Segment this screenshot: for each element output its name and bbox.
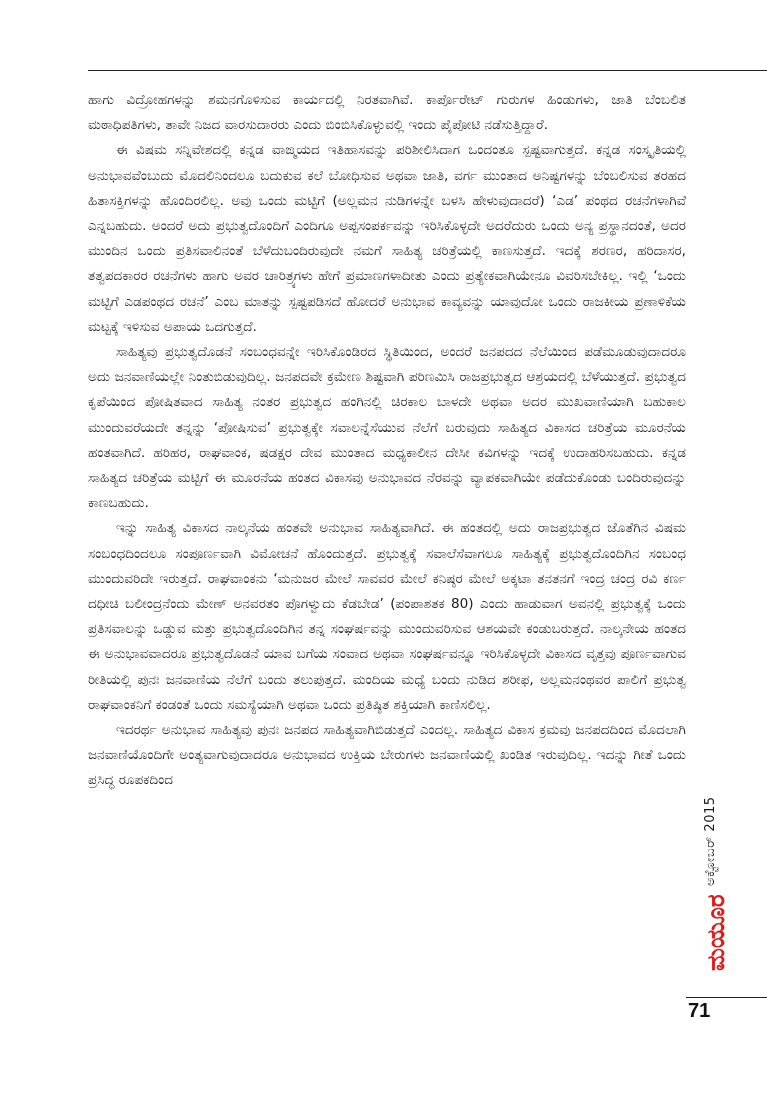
paragraph: ಇನ್ನು ಸಾಹಿತ್ಯ ವಿಕಾಸದ ನಾಲ್ಕನೆಯ ಹಂತವೇ ಅನುಭಾವ ಸಾಹಿತ್ಯವಾಗಿದೆ. ಈ ಹಂತದಲ್ಲಿ ಅದು ರಾಜಪ್ರಭುತ್ವದ ಜೊತೆಗಿನ ವಿಷಮ ಸಂಬಂಧದಿಂದಲೂ ಸಂಪೂರ್ಣವಾಗಿ ವಿಮೋಚನೆ ಹೊಂದುತ್ತದೆ. ಪ್ರಭುತ್ವಕ್ಕೆ ಸವಾಲೆಸೆವಾಗಲೂ ಸಾಹಿತ್ಯಕ್ಕೆ ಪ್ರಭುತ್ವದೊಂದಿಗಿನ ಸಂಬಂಧ ಮುಂದುವರಿದೇ ಇರುತ್ತದೆ. ರಾಘವಾಂಕನು ‘ಮನುಜರ ಮೇಲೆ ಸಾವವರ ಮೇಲೆ ಕನಿಷ್ಠರ ಮೇಲೆ ಅಕ್ಕಟಾ ತನತನಗೆ ಇಂದ್ರ ಚಂದ್ರ ರವಿ ಕರ್ಣ ದಧೀಚಿ ಬಲೀಂದ್ರನೆಂದು ಮೇಣ್ ಅನವರತಂ ಪೊಗಳ್ವುದು ಕೆಡಬೇಡ’ (ಪಂಪಾಶತಕ 80) ಎಂದು ಹಾಡುವಾಗ ಅವನಲ್ಲಿ ಪ್ರಭುತ್ವಕ್ಕೆ ಒಂದು ಪ್ರತಿಸವಾಲನ್ನು ಒಡ್ಡುವ ಮತ್ತು ಪ್ರಭುತ್ವದೊಂದಿಗಿನ ತನ್ನ ಸಂಘರ್ಷವನ್ನು ಮುಂದುವರಿಸುವ ಆಶಯವೇ ಕಂಡುಬರುತ್ತದೆ. ನಾಲ್ಕನೇಯ ಹಂತದ ಈ ಅನುಭಾವವಾದರೂ ಪ್ರಭುತ್ವದೊಡನೆ ಯಾವ ಬಗೆಯ ಸಂವಾದ ಅಥವಾ ಸಂಘರ್ಷವನ್ನೂ ಇರಿಸಿಕೊಳ್ಳದೇ ವಿಕಾಸದ ವೃತ್ತವು ಪೂರ್ಣವಾಗುವ ರೀತಿಯಲ್ಲಿ ಪುನಃ ಜನವಾಣಿಯ ನೆಲೆಗೆ ಬಂದು ತಲುಪುತ್ತದೆ. ಮಂದಿಯ ಮಧ್ಯೆ ಬಂದು ನುಡಿದ ಶರೀಫ, ಅಲ್ಲಮನಂಥವರ ಪಾಲಿಗೆ ಪ್ರಭುತ್ವ ರಾಘವಾಂಕನಿಗೆ ಕಂಡಂತೆ ಒಂದು ಸಮಸ್ಯೆಯಾಗಿ ಅಥವಾ ಒಂದು ಪ್ರತಿಷ್ಠಿತ ಶಕ್ತಿಯಾಗಿ ಕಾಣಿಸಲಿಲ್ಲ.: [88, 520, 686, 713]
paragraph: ಸಾಹಿತ್ಯವು ಪ್ರಭುತ್ವದೊಡನೆ ಸಂಬಂಧವನ್ನೇ ಇರಿಸಿಕೊಂಡಿರದ ಸ್ಥಿತಿಯಿಂದ, ಅಂದರೆ ಜನಪದದ ನೆಲೆಯಿಂದ ಪಡೆಮೂಡುವುದಾದರೂ ಅದು ಜನವಾಣಿಯಲ್ಲೇ ನಿಂತುಬಿಡುವುದಿಲ್ಲ. ಜನಪದವೇ ಕ್ರಮೇಣ ಶಿಷ್ಟವಾಗಿ ಪರಿಣಮಿಸಿ ರಾಜಪ್ರಭುತ್ವದ ಆಶ್ರಯದಲ್ಲಿ ಬೆಳೆಯುತ್ತದೆ. ಪ್ರಭುತ್ವದ ಕೃಪೆಯಿಂದ ಪೋಷಿತವಾದ ಸಾಹಿತ್ಯ ನಂತರ ಪ್ರಭುತ್ವದ ಹಂಗಿನಲ್ಲಿ ಚಿರಕಾಲ ಬಾಳದೇ ಅಥವಾ ಅದರ ಮುಖವಾಣಿಯಾಗಿ ಬಹುಕಾಲ ಮುಂದುವರೆಯದೇ ತನ್ನನ್ನು ‘ಪೋಷಿಸುವ’ ಪ್ರಭುತ್ವಕ್ಕೇ ಸವಾಲನ್ನೆಸೆಯುವ ನೆಲೆಗೆ ಬರುವುದು ಸಾಹಿತ್ಯದ ವಿಕಾಸದ ಚರಿತ್ರೆಯ ಮೂರನೆಯ ಹಂತವಾಗಿದೆ. ಹರಿಹರ, ರಾಘವಾಂಕ, ಷಡಕ್ಷರ ದೇವ ಮುಂತಾದ ಮಧ್ಯಕಾಲೀನ ದೇಸೀ ಕವಿಗಳನ್ನು ಇದಕ್ಕೆ ಉದಾಹರಿಸಬಹುದು. ಕನ್ನಡ ಸಾಹಿತ್ಯದ ಚರಿತ್ರೆಯ ಮಟ್ಟಿಗೆ ಈ ಮೂರನೆಯ ಹಂತದ ವಿಕಾಸವು ಅನುಭಾವದ ನೆರವನ್ನು ವ್ಯಾಪಕವಾಗಿಯೇ ಪಡೆದುಕೊಂಡು ಬಂದಿರುವುದನ್ನು ಕಾಣಬಹುದು.: [88, 344, 686, 512]
paragraph: ಹಾಗು ವಿದ್ರೋಹಗಳನ್ನು ಶಮನಗೊಳಿಸುವ ಕಾರ್ಯದಲ್ಲಿ ನಿರತವಾಗಿವೆ. ಕಾರ್ಪೊರೇಟ್ ಗುರುಗಳ ಹಿಂಡುಗಳು, ಜಾತಿ ಬೆಂಬಲಿತ ಮಠಾಧಿಪತಿಗಳು, ತಾವೇ ನಿಜದ ವಾರಸುದಾರರು ಎಂದು ಬಿಂಬಿಸಿಕೊಳ್ಳುವಲ್ಲಿ ಇಂದು ಪೈಪೋಟಿ ನಡೆಸುತ್ತಿದ್ದಾರೆ.: [88, 92, 686, 134]
side-brand: [703, 768, 729, 998]
page-number: 71: [688, 1000, 711, 1022]
paragraph: ಈ ವಿಷಮ ಸನ್ನಿವೇಶದಲ್ಲಿ ಕನ್ನಡ ವಾಙ್ಮಯದ ಇತಿಹಾಸವನ್ನು ಪರಿಶೀಲಿಸಿದಾಗ ಒಂದಂತೂ ಸ್ಪಷ್ಟವಾಗುತ್ತದೆ. ಕನ್ನಡ ಸಂಸ್ಕೃತಿಯಲ್ಲಿ ಅನುಭಾವವೆಂಬುದು ಮೊದಲಿನಿಂದಲೂ ಬದುಕುವ ಕಲೆ ಬೋಧಿಸುವ ಅಥವಾ ಜಾತಿ, ವರ್ಗ ಮುಂತಾದ ಅನಿಷ್ಟಗಳನ್ನು ಬೆಂಬಲಿಸುವ ತರಹದ ಹಿತಾಸಕ್ತಿಗಳನ್ನು ಹೊಂದಿರಲಿಲ್ಲ. ಅವು ಒಂದು ಮಟ್ಟಿಗೆ (ಅಲ್ಲಮನ ನುಡಿಗಳನ್ನೇ ಬಳಸಿ ಹೇಳುವುದಾದರೆ) ‘ಎಡ’ ಪಂಥದ ರಚನೆಗಳಾಗಿವೆ ಎನ್ನಬಹುದು. ಅಂದರೆ ಅದು ಪ್ರಭುತ್ವದೊಂದಿಗೆ ಎಂದಿಗೂ ಅಪ್ಪಸಂಪರ್ಕವನ್ನು ಇರಿಸಿಕೊಳ್ಳದೇ ಅದರೆದುರು ಒಂದು ಅನ್ಯ ಪ್ರಸ್ಥಾನದಂತೆ, ಅದರ ಮುಂದಿನ ಒಂದು ಪ್ರತಿಸವಾಲಿನಂತೆ ಬೆಳೆದುಬಂದಿರುವುದೇ ನಮಗೆ ಸಾಹಿತ್ಯ ಚರಿತ್ರೆಯಲ್ಲಿ ಕಾಣಸುತ್ತದೆ. ಇದಕ್ಕೆ ಶರಣರ, ಹರಿದಾಸರ, ತತ್ವಪದಕಾರರ ರಚನೆಗಳು ಹಾಗು ಅವರ ಚಾರಿತ್ರ್ಯಗಳು ಹೇಗೆ ಪ್ರಮಾಣಗಳಾದೀತು ಎಂದು ಪ್ರತ್ಯೇಕವಾಗಿಯೇನೂ ವಿವರಿಸಬೇಕಿಲ್ಲ. ಇಲ್ಲಿ ‘ಒಂದು ಮಟ್ಟಿಗೆ ಎಡಪಂಥದ ರಚನೆ’ ಎಂಬ ಮಾತನ್ನು ಸ್ಪಷ್ಟಪಡಿಸದೆ ಹೋದರೆ ಅನುಭಾವ ಕಾವ್ಯವನ್ನು ಯಾವುದೋ ಒಂದು ರಾಜಕೀಯ ಪ್ರಣಾಳಿಕೆಯ ಮಟ್ಟಕ್ಕೆ ಇಳಿಸುವ ಅಪಾಯ ಒದಗುತ್ತದೆ.: [88, 142, 686, 335]
issue-date: ಅಕ್ಟೋಬರ್ 2015: [703, 796, 718, 886]
paragraph: ಇದರರ್ಥ ಅನುಭಾವ ಸಾಹಿತ್ಯವು ಪುನಃ ಜನಪದ ಸಾಹಿತ್ಯವಾಗಿಬಿಡುತ್ತದೆ ಎಂದಲ್ಲ. ಸಾಹಿತ್ಯದ ವಿಕಾಸ ಕ್ರಮವು ಜನಪದದಿಂದ ಮೊದಲಾಗಿ ಜನವಾಣಿಯೊಂದಿಗೇ ಅಂತ್ಯವಾಗುವುದಾದರೂ ಅನುಭಾವದ ಉಕ್ತಿಯ ಬೇರುಗಳು ಜನವಾಣಿಯಲ್ಲಿ ಖಂಡಿತ ಇರುವುದಿಲ್ಲ. ಇದನ್ನು ಗೀತೆ ಒಂದು ಪ್ರಸಿದ್ಧ ರೂಪಕದಿಂದ: [88, 722, 686, 789]
magazine-logo: ಮಯೂರ: [702, 894, 730, 971]
top-rule: [88, 70, 767, 71]
article-body: [88, 88, 686, 794]
page-number-rule: [686, 997, 767, 998]
